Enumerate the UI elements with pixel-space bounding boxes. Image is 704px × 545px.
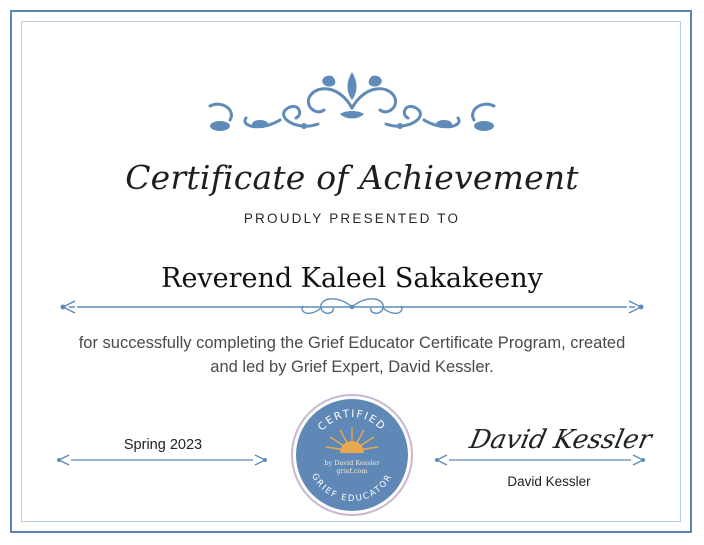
presented-to-label: PROUDLY PRESENTED TO bbox=[243, 211, 461, 226]
signature-underline bbox=[433, 452, 647, 468]
signature-script: David Kessler bbox=[466, 425, 655, 455]
seal-top-text: CERTIFIED bbox=[315, 407, 389, 434]
name-divider-ornament bbox=[55, 292, 649, 322]
achievement-description bbox=[30, 331, 674, 379]
signer-name: David Kessler bbox=[507, 474, 591, 489]
description-line-1: for successfully completing the Grief Educator Certificate Program, created bbox=[78, 334, 626, 352]
top-flourish-ornament bbox=[200, 66, 504, 140]
date-underline bbox=[55, 452, 269, 468]
certified-grief-educator-seal bbox=[290, 393, 414, 517]
seal-middle-line-1: by David Kessler bbox=[324, 459, 380, 467]
seal-middle-line-2: grief.com bbox=[336, 467, 368, 475]
seal-bottom-text: GRIEF EDUCATOR bbox=[309, 471, 395, 505]
certificate-date: Spring 2023 bbox=[123, 437, 203, 453]
certificate-title: Certificate of Achievement bbox=[125, 158, 579, 197]
recipient-name: Reverend Kaleel Sakakeeny bbox=[161, 263, 543, 294]
description-line-2: and led by Grief Expert, David Kessler. bbox=[210, 358, 494, 376]
